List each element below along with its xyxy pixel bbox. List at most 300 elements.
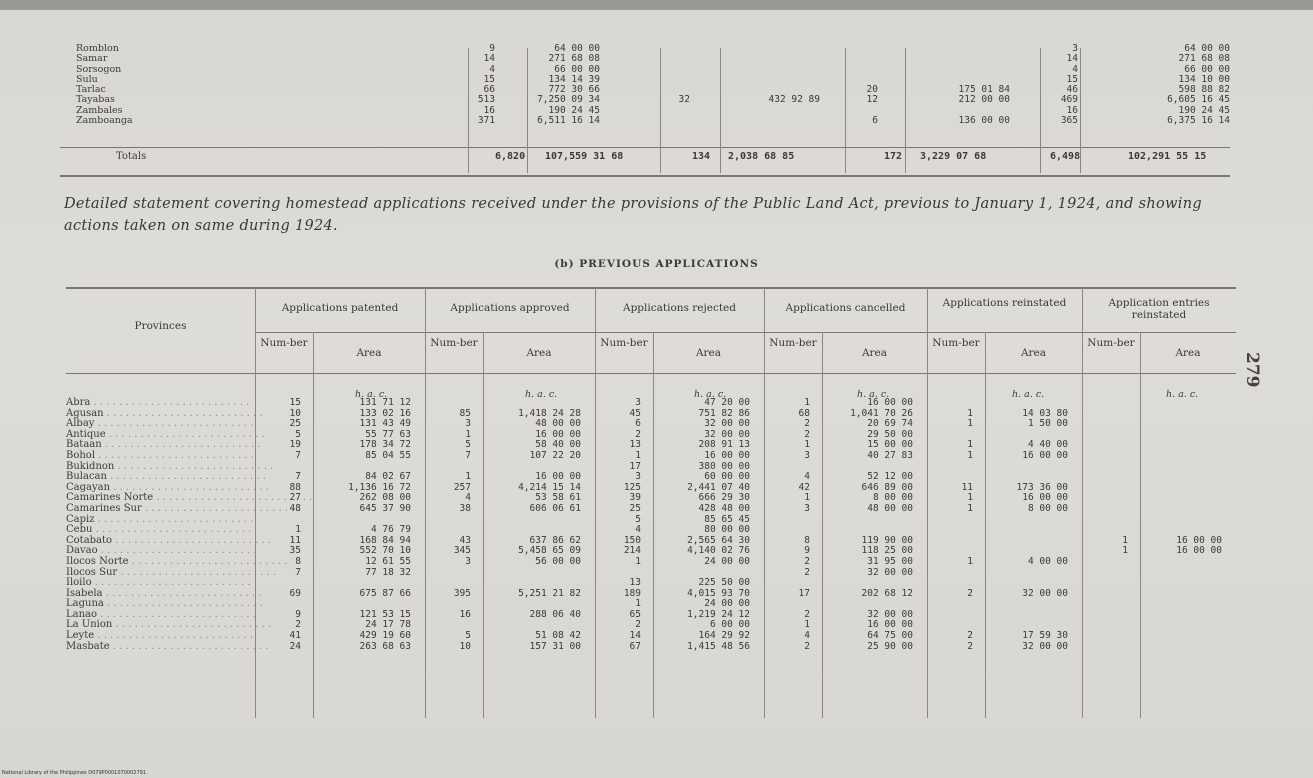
number-cell: 88	[289, 481, 301, 493]
number-header: Num-ber	[1087, 337, 1135, 349]
number-cell: 39	[629, 492, 641, 504]
top-cell-c7: 3	[1072, 43, 1078, 54]
unit-label: h. a. c.	[694, 389, 727, 400]
number-cell: 189	[623, 587, 641, 599]
number-cell: 2	[295, 619, 301, 631]
number-cell: 35	[289, 545, 301, 557]
area-cell: 16 00 00	[1022, 449, 1068, 461]
top-cell-c8: 64 00 00	[1184, 43, 1230, 54]
area-cell: 14 03 80	[1022, 407, 1068, 419]
totals-c5: 172	[884, 151, 903, 162]
province-name: Albay . . .	[66, 419, 253, 430]
top-table	[60, 44, 1230, 126]
top-cell-c7: 46	[1066, 84, 1078, 96]
number-cell: 6	[635, 418, 641, 430]
page-number: 279	[1242, 352, 1262, 388]
province-name: Ilocos Sur . . .	[66, 568, 276, 579]
area-cell: 178 34 72	[359, 439, 411, 451]
top-cell-c1: 66	[483, 84, 495, 96]
area-header: Area	[356, 347, 382, 359]
number-cell: 4	[635, 524, 641, 536]
group-header-1: Applications patented	[281, 302, 399, 314]
area-cell: 131 71 12	[359, 397, 411, 408]
table-bottom-rule	[60, 175, 1230, 177]
top-cell-c6: 175 01 84	[958, 84, 1010, 96]
number-cell: 25	[289, 418, 301, 430]
number-cell: 345	[453, 545, 471, 557]
area-cell: 5,458 65 09	[518, 545, 581, 557]
table-row	[60, 557, 1235, 568]
top-cell-c8: 134 10 00	[1178, 73, 1230, 85]
footer-credit: National Library of the Philippines D079P0001070002791	[2, 770, 146, 776]
area-cell: 380 00 00	[698, 460, 750, 472]
area-cell: 16 00 00	[867, 619, 913, 631]
province-name: Capiz . . .	[66, 515, 253, 526]
provinces-header: Provinces	[134, 320, 187, 332]
number-cell: 7	[295, 566, 301, 578]
number-cell: 11	[961, 481, 973, 493]
top-cell-c8: 190 24 45	[1178, 104, 1230, 116]
number-cell: 3	[465, 555, 471, 567]
top-cell-c8: 6,375 16 14	[1167, 115, 1230, 127]
number-cell: 68	[798, 407, 810, 419]
area-cell: 32 00 00	[1022, 640, 1068, 652]
top-table-row	[60, 65, 1230, 75]
area-cell: 8 00 00	[1027, 502, 1068, 514]
group-header-5: Applications reinstated	[942, 297, 1067, 309]
area-cell: 80 00 00	[704, 524, 750, 536]
number-cell: 3	[804, 502, 810, 514]
area-cell: 2,441 07 40	[687, 481, 750, 493]
area-cell: 5,251 21 82	[518, 587, 581, 599]
area-cell: 84 02 67	[365, 471, 411, 483]
table-row	[60, 642, 1235, 653]
number-cell: 24	[289, 640, 301, 652]
number-cell: 1	[1122, 534, 1128, 546]
area-header: Area	[1175, 347, 1201, 359]
totals-c4: 2,038 68 85	[728, 151, 795, 162]
top-column-rule	[1040, 48, 1041, 173]
number-cell: 10	[289, 407, 301, 419]
top-table-row	[60, 95, 1230, 105]
number-cell: 27	[289, 492, 301, 504]
area-cell: 4 00 00	[1027, 555, 1068, 567]
number-cell: 257	[453, 481, 471, 493]
top-cell-c7: 15	[1066, 73, 1078, 85]
number-cell: 2	[804, 428, 810, 440]
number-cell: 1	[804, 492, 810, 504]
area-cell: 429 19 60	[359, 630, 411, 642]
table-row	[60, 504, 1235, 515]
number-cell: 4	[465, 492, 471, 504]
top-column-rule	[660, 48, 661, 173]
province-name: Zamboanga	[76, 115, 133, 127]
number-cell: 3	[804, 449, 810, 461]
province-name: Camarines Sur . . .	[66, 504, 301, 515]
group-header-6: Application entries reinstated	[1108, 297, 1210, 321]
area-cell: 47 20 00	[704, 397, 750, 408]
province-name: Agusan . . .	[66, 409, 263, 420]
number-cell: 214	[623, 545, 641, 557]
top-table-row	[60, 44, 1230, 54]
number-cell: 1	[967, 555, 973, 567]
top-column-rule	[527, 48, 528, 173]
totals-c1: 6,820	[495, 151, 526, 162]
top-cell-c6: 212 00 00	[958, 94, 1010, 106]
top-cell-c7: 469	[1060, 94, 1078, 106]
number-cell: 9	[804, 545, 810, 557]
number-cell: 1	[967, 502, 973, 514]
area-cell: 17 59 30	[1022, 630, 1068, 642]
number-cell: 8	[295, 555, 301, 567]
number-cell: 1	[635, 598, 641, 610]
number-cell: 2	[967, 587, 973, 599]
top-table-row	[60, 116, 1230, 126]
top-cell-c1: 16	[483, 104, 495, 116]
number-cell: 69	[289, 587, 301, 599]
number-cell: 2	[967, 640, 973, 652]
top-cell-c8: 66 00 00	[1184, 63, 1230, 75]
province-name: Samar	[76, 53, 108, 65]
number-cell: 2	[635, 428, 641, 440]
area-cell: 53 58 61	[535, 492, 581, 504]
unit-label: h. a. c.	[1012, 389, 1045, 400]
number-cell: 1	[967, 407, 973, 419]
area-cell: 1,418 24 28	[518, 407, 581, 419]
area-cell: 225 50 00	[698, 577, 750, 589]
number-cell: 1	[804, 439, 810, 451]
area-cell: 48 00 00	[535, 418, 581, 430]
header-top-rule	[66, 287, 1236, 289]
area-cell: 4,214 15 14	[518, 481, 581, 493]
number-header: Num-ber	[260, 337, 308, 349]
section-heading: Detailed statement covering homestead applications received under the provisions of the Public Land Act, previous to January 1, 1924, and showing actions taken on same during 1924.	[64, 196, 1202, 234]
number-cell: 4	[804, 630, 810, 642]
area-cell: 55 77 63	[365, 428, 411, 440]
province-name: Cebu . . .	[66, 525, 251, 536]
number-cell: 38	[459, 502, 471, 514]
area-cell: 4 76 79	[370, 524, 411, 536]
top-column-rule	[845, 48, 846, 173]
number-cell: 5	[635, 513, 641, 525]
top-cell-c2: 772 30 66	[548, 84, 600, 96]
area-cell: 552 70 10	[359, 545, 411, 557]
number-cell: 3	[635, 471, 641, 483]
area-cell: 31 95 00	[867, 555, 913, 567]
province-name: Sulu	[76, 73, 98, 85]
area-cell: 131 43 49	[359, 418, 411, 430]
area-cell: 56 00 00	[535, 555, 581, 567]
top-column-rule	[905, 48, 906, 173]
number-cell: 2	[804, 418, 810, 430]
area-cell: 2,565 64 30	[687, 534, 750, 546]
top-cell-c2: 134 14 39	[548, 73, 600, 85]
top-cell-c5: 12	[866, 94, 878, 106]
area-cell: 85 04 55	[365, 449, 411, 461]
top-cell-c1: 371	[477, 115, 495, 127]
totals-c2: 107,559 31 68	[545, 151, 624, 162]
area-cell: 646 89 00	[861, 481, 913, 493]
province-name: La Union . . .	[66, 620, 271, 631]
top-table-row	[60, 106, 1230, 116]
top-cell-c7: 16	[1066, 104, 1078, 116]
area-cell: 1 50 00	[1027, 418, 1068, 430]
top-cell-c1: 9	[489, 43, 495, 54]
number-cell: 13	[629, 577, 641, 589]
area-cell: 157 31 00	[529, 640, 581, 652]
top-cell-c7: 365	[1060, 115, 1078, 127]
number-cell: 45	[629, 407, 641, 419]
number-cell: 17	[798, 587, 810, 599]
area-cell: 1,219 24 12	[687, 608, 750, 620]
top-column-rule	[720, 48, 721, 173]
top-cell-c2: 7,250 09 34	[537, 94, 600, 106]
area-cell: 133 02 16	[359, 407, 411, 419]
area-cell: 751 82 86	[698, 407, 750, 419]
number-cell: 3	[465, 418, 471, 430]
area-cell: 202 68 12	[861, 587, 913, 599]
top-cell-c2: 66 00 00	[554, 63, 600, 75]
area-cell: 118 25 00	[861, 545, 913, 557]
area-cell: 51 08 42	[535, 630, 581, 642]
area-cell: 32 00 00	[704, 428, 750, 440]
number-cell: 19	[289, 439, 301, 451]
number-cell: 1	[804, 397, 810, 408]
number-cell: 14	[629, 630, 641, 642]
number-header: Num-ber	[932, 337, 980, 349]
number-cell: 42	[798, 481, 810, 493]
number-cell: 7	[295, 449, 301, 461]
number-cell: 7	[295, 471, 301, 483]
province-name: Bohol . . .	[66, 451, 254, 462]
province-name: Abra . . .	[66, 398, 249, 409]
top-table-row	[60, 54, 1230, 64]
area-cell: 1,136 16 72	[348, 481, 411, 493]
area-cell: 107 22 20	[529, 449, 581, 461]
area-cell: 675 87 66	[359, 587, 411, 599]
area-cell: 20 69 74	[867, 418, 913, 430]
province-name: Masbate . . .	[66, 642, 269, 653]
area-cell: 48 00 00	[867, 502, 913, 514]
area-cell: 16 00 00	[1022, 492, 1068, 504]
province-name: Tayabas	[76, 94, 115, 106]
top-cell-c1: 15	[483, 73, 495, 85]
province-name: Camarines Norte . . .	[66, 493, 312, 504]
number-cell: 2	[635, 619, 641, 631]
top-cell-c2: 190 24 45	[548, 104, 600, 116]
header-bottom-rule	[66, 373, 1236, 374]
province-name: Isabela . . .	[66, 589, 261, 600]
area-cell: 428 48 00	[698, 502, 750, 514]
area-cell: 4 40 00	[1027, 439, 1068, 451]
number-cell: 125	[623, 481, 641, 493]
area-cell: 4,140 02 76	[687, 545, 750, 557]
area-cell: 25 90 00	[867, 640, 913, 652]
area-cell: 4,015 93 70	[687, 587, 750, 599]
number-cell: 1	[967, 418, 973, 430]
number-cell: 1	[635, 555, 641, 567]
top-cell-c8: 271 68 08	[1178, 53, 1230, 65]
area-cell: 15 00 00	[867, 439, 913, 451]
top-cell-c1: 14	[483, 53, 495, 65]
top-cell-c2: 64 00 00	[554, 43, 600, 54]
area-cell: 16 00 00	[704, 449, 750, 461]
totals-label: Totals	[116, 151, 147, 162]
top-cell-c2: 6,511 16 14	[537, 115, 600, 127]
number-cell: 25	[629, 502, 641, 514]
area-header: Area	[526, 347, 552, 359]
number-cell: 15	[289, 397, 301, 408]
area-cell: 52 12 00	[867, 471, 913, 483]
number-cell: 5	[465, 439, 471, 451]
province-name: Tarlac	[76, 84, 106, 96]
area-cell: 168 84 94	[359, 534, 411, 546]
area-cell: 77 18 32	[365, 566, 411, 578]
unit-label: h. a. c.	[1166, 389, 1199, 400]
area-cell: 6 00 00	[709, 619, 750, 631]
number-cell: 17	[629, 460, 641, 472]
table-row	[60, 451, 1235, 462]
top-table-row	[60, 85, 1230, 95]
area-cell: 24 00 00	[704, 555, 750, 567]
province-name: Iloilo . . .	[66, 578, 251, 589]
number-header: Num-ber	[769, 337, 817, 349]
unit-label: h. a. c.	[857, 389, 890, 400]
totals-c3: 134	[692, 151, 711, 162]
number-cell: 1	[635, 449, 641, 461]
province-name: Laguna . . .	[66, 599, 263, 610]
province-name: Antique . . .	[66, 430, 265, 441]
area-cell: 1,415 48 56	[687, 640, 750, 652]
number-cell: 67	[629, 640, 641, 652]
top-cell-c5: 20	[866, 84, 878, 96]
number-cell: 2	[967, 630, 973, 642]
top-cell-c1: 4	[489, 63, 495, 75]
number-cell: 5	[465, 630, 471, 642]
area-cell: 645 37 90	[359, 502, 411, 514]
top-cell-c1: 513	[477, 94, 495, 106]
number-cell: 1	[295, 524, 301, 536]
number-header: Num-ber	[600, 337, 648, 349]
area-cell: 208 91 13	[698, 439, 750, 451]
number-cell: 7	[465, 449, 471, 461]
data-rows	[60, 398, 1235, 652]
area-cell: 173 36 00	[1016, 481, 1068, 493]
table-row	[60, 398, 1235, 409]
area-cell: 64 75 00	[867, 630, 913, 642]
top-cell-c6: 136 00 00	[958, 115, 1010, 127]
province-name: Cagayan . . .	[66, 483, 269, 494]
area-cell: 12 61 55	[365, 555, 411, 567]
area-cell: 16 00 00	[1176, 545, 1222, 557]
top-cell-c7: 14	[1066, 53, 1078, 65]
area-cell: 24 00 00	[704, 598, 750, 610]
number-cell: 41	[289, 630, 301, 642]
number-cell: 1	[465, 471, 471, 483]
province-name: Lanao . . .	[66, 610, 256, 621]
top-column-rule	[468, 48, 469, 173]
province-name: Zambales	[76, 104, 123, 116]
area-cell: 32 00 00	[1022, 587, 1068, 599]
area-cell: 119 90 00	[861, 534, 913, 546]
number-cell: 1	[967, 449, 973, 461]
top-cell-c3: 32	[678, 94, 690, 106]
area-cell: 29 50 00	[867, 428, 913, 440]
area-cell: 32 00 00	[704, 418, 750, 430]
province-name: Leyte . . .	[66, 631, 253, 642]
number-cell: 1	[804, 619, 810, 631]
top-cell-c5: 6	[872, 115, 878, 127]
totals-c6: 3,229 07 68	[920, 151, 987, 162]
area-cell: 16 00 00	[1176, 534, 1222, 546]
section-subheading: (b) PREVIOUS APPLICATIONS	[554, 258, 759, 270]
area-header: Area	[1020, 347, 1047, 359]
number-cell: 13	[629, 439, 641, 451]
group-header-4: Applications cancelled	[785, 302, 906, 314]
area-cell: 16 00 00	[535, 428, 581, 440]
top-table-row	[60, 75, 1230, 85]
number-cell: 395	[453, 587, 471, 599]
number-cell: 4	[804, 471, 810, 483]
top-column-rule	[1080, 48, 1081, 173]
totals-c7: 6,498	[1050, 151, 1081, 162]
number-cell: 65	[629, 608, 641, 620]
area-cell: 85 65 45	[704, 513, 750, 525]
area-cell: 263 68 63	[359, 640, 411, 652]
number-cell: 85	[459, 407, 471, 419]
province-name: Davao . . .	[66, 546, 257, 557]
area-cell: 262 08 00	[359, 492, 411, 504]
number-cell: 2	[804, 640, 810, 652]
area-cell: 164 29 92	[698, 630, 750, 642]
number-cell: 1	[967, 439, 973, 451]
totals-row	[60, 147, 1230, 167]
area-cell: 1,041 70 26	[850, 407, 913, 419]
number-cell: 2	[804, 566, 810, 578]
number-cell: 5	[295, 428, 301, 440]
province-name: Bukidnon . . .	[66, 462, 273, 473]
area-cell: 8 00 00	[872, 492, 913, 504]
number-cell: 1	[465, 428, 471, 440]
province-name: Sorsogon	[76, 63, 122, 75]
number-cell: 11	[289, 534, 301, 546]
area-header: Area	[861, 347, 888, 359]
group-header-3: Applications rejected	[622, 302, 736, 314]
number-header: Num-ber	[430, 337, 478, 349]
number-cell: 1	[1122, 545, 1128, 557]
area-cell: 606 06 61	[529, 502, 581, 514]
number-cell: 16	[459, 608, 471, 620]
area-cell: 60 00 00	[704, 471, 750, 483]
area-header: Area	[695, 347, 722, 359]
group-header-2: Applications approved	[450, 302, 570, 314]
top-cell-c8: 598 88 82	[1178, 84, 1230, 96]
unit-label: h. a. c.	[355, 389, 388, 400]
top-cell-c7: 4	[1072, 63, 1078, 75]
top-edge	[0, 0, 1313, 10]
top-cell-c4: 432 92 89	[768, 94, 820, 106]
number-cell: 9	[295, 608, 301, 620]
top-cell-c2: 271 68 08	[548, 53, 600, 65]
province-name: Bataan . . .	[66, 440, 261, 451]
number-cell: 48	[289, 502, 301, 514]
number-cell: 1	[967, 492, 973, 504]
province-name: Romblon	[76, 43, 119, 54]
header-mid-rule	[255, 332, 1236, 333]
number-cell: 2	[804, 608, 810, 620]
area-cell: 121 53 15	[359, 608, 411, 620]
number-cell: 150	[623, 534, 641, 546]
